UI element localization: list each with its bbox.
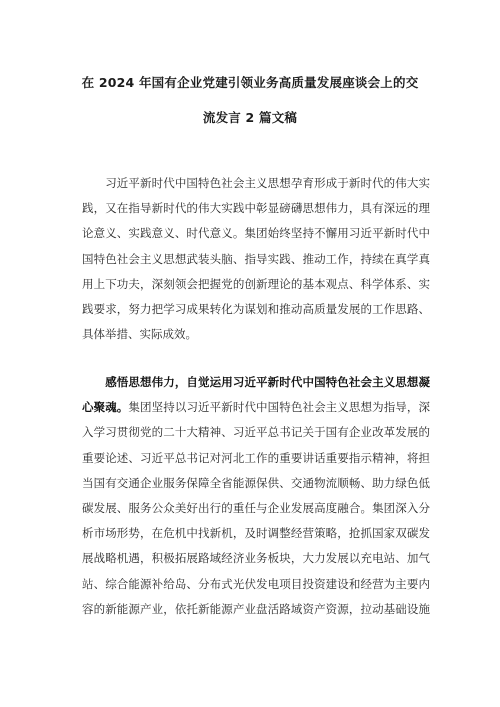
paragraph-line: 国特色社会主义思想武装头脑、指导实践、推动工作，持续在真学真 [82,251,430,266]
paragraph-line: 站、综合能源补给岛、分布式光伏发电项目投资建设和经营为主要内 [82,576,430,591]
section-heading-line: 感悟思想伟力，自觉运用习近平新时代中国特色社会主义思想凝 [82,375,430,389]
paragraph-line-rest: 集团坚持以习近平新时代中国特色社会主义思想为指导，深 [128,400,431,415]
paragraph-section-1 [82,370,430,622]
paragraph-line: 当国有交通企业服务保障全省能源保供、交通物流顺畅、助力绿色低 [82,475,430,490]
paragraph-line: 践，又在指导新时代的伟大实践中彰显磅礴思想伟力，具有深远的理 [82,201,430,216]
paragraph-line: 入学习贯彻党的二十大精神、习近平总书记关于国有企业改革发展的 [82,425,430,440]
paragraph-line: 析市场形势，在危机中找新机，及时调整经营策略，抢抓国家双碳发 [82,526,430,541]
document-title-line-1: 在 2024 年国有企业党建引领业务高质量发展座谈会上的交 [81,75,419,90]
paragraph-line: 具体举措、实际成效。 [82,327,197,342]
paragraph-line: 用上下功夫，深刻领会把握党的创新理论的基本观点、科学体系、实 [82,276,430,291]
paragraph-line: 碳发展、服务公众美好出行的重任与企业发展高度融合。集团深入分 [82,500,430,515]
paragraph-line: 习近平新时代中国特色社会主义思想孕育形成于新时代的伟大实 [82,176,430,190]
paragraph-line: 展战略机遇，积极拓展路域经济业务板块，大力发展以充电站、加气 [82,551,430,566]
paragraph-line: 重要论述、习近平总书记对河北工作的重要讲话重要指示精神，将担 [82,450,430,465]
section-heading-end: 心聚魂。 [82,400,129,415]
paragraph-intro [82,171,430,347]
paragraph-line: 论意义、实践意义、时代意义。集团始终坚持不懈用习近平新时代中 [82,226,430,241]
paragraph-line [82,395,430,420]
paragraph-line: 践要求，努力把学习成果转化为谋划和推动高质量发展的工作思路、 [82,301,430,316]
paragraph-line: 容的新能源产业，依托新能源产业盘活路域资产资源，拉动基础设施 [82,601,430,616]
document-title-line-2: 流发言 2 篇文稿 [202,110,298,125]
